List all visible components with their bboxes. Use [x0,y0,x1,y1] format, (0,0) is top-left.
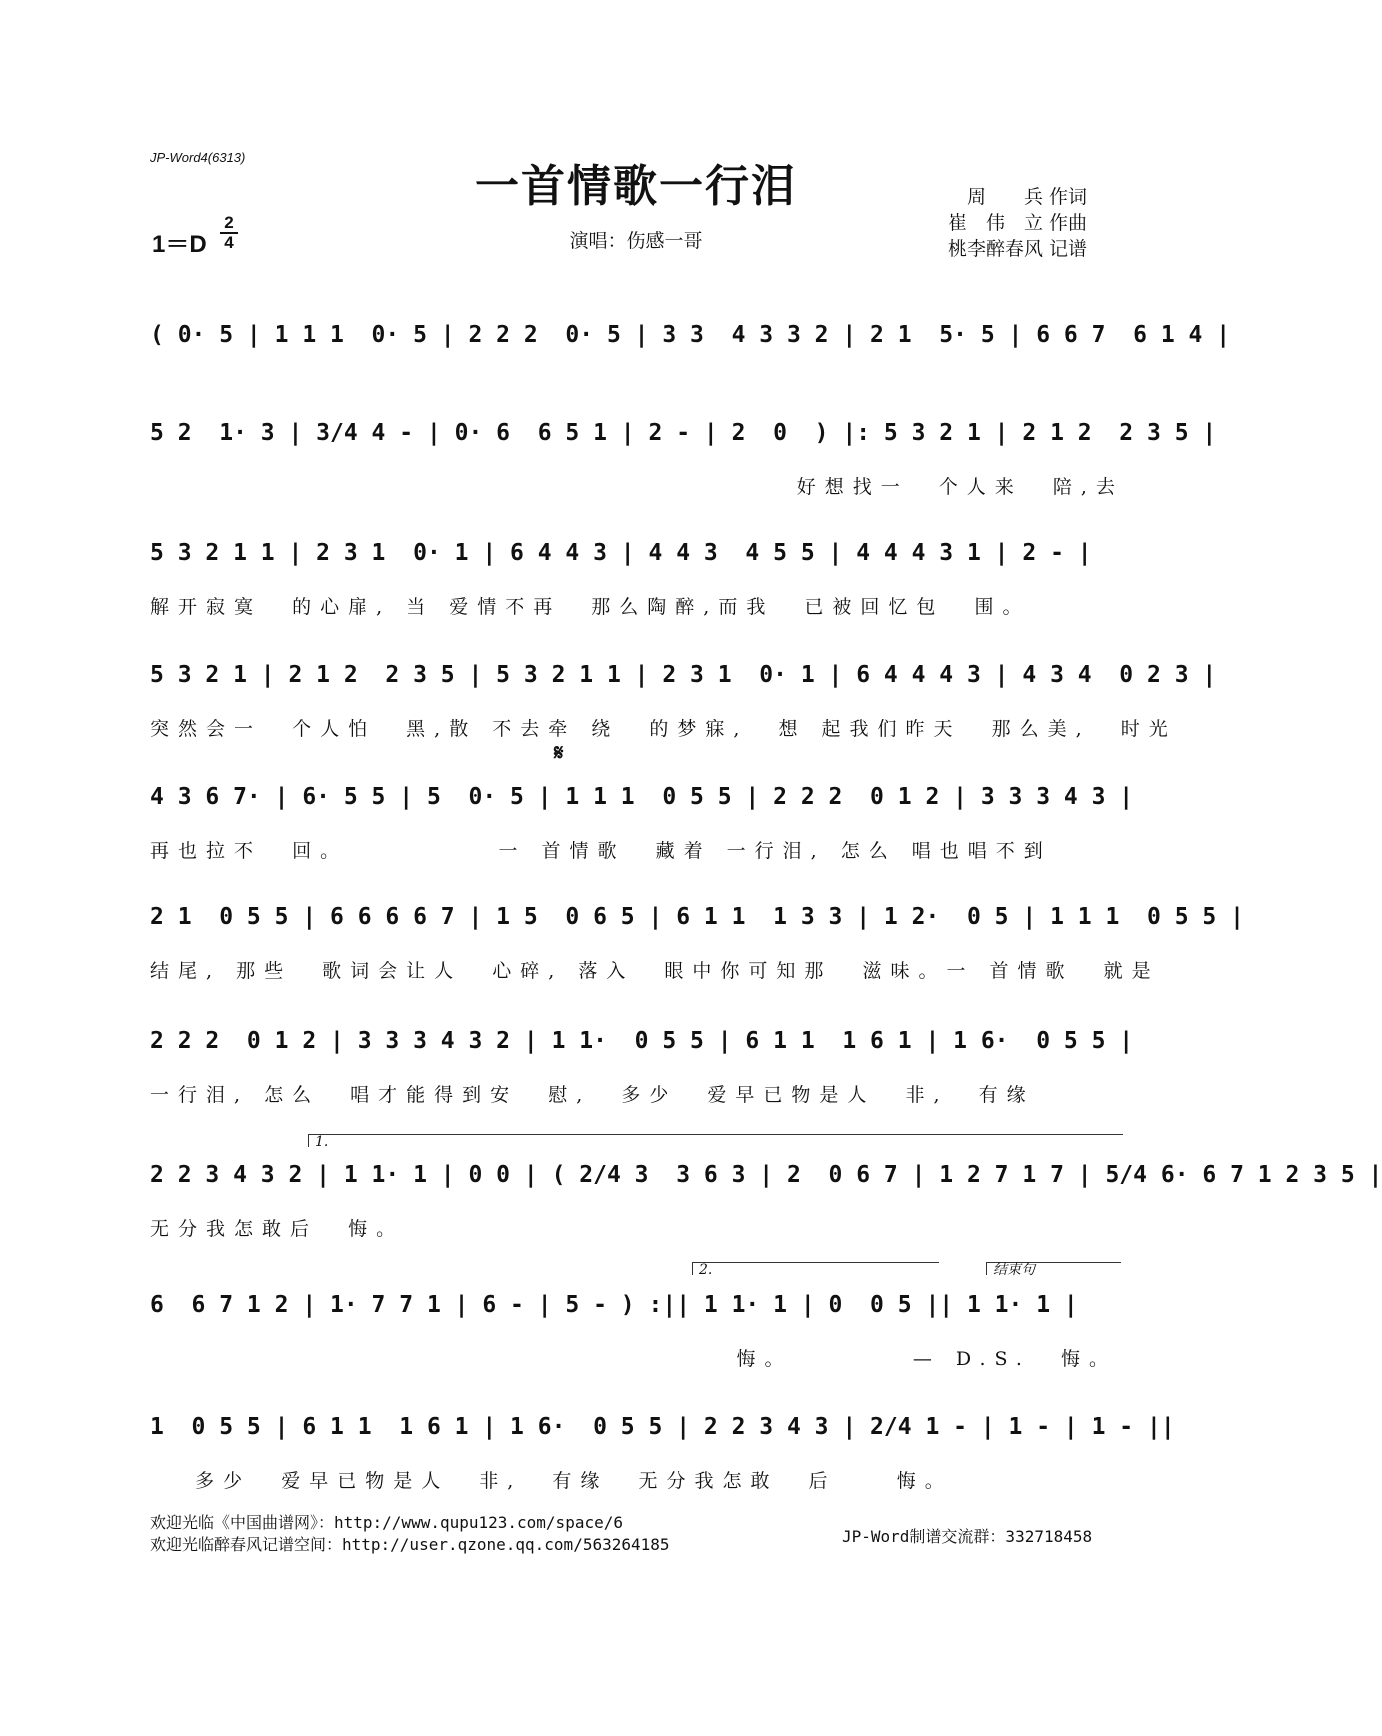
song-title: 一首情歌一行泪 [475,161,797,212]
notation-line: 1 0 5 5 | 6 1 1 1 6 1 | 1 6· 0 5 5 | 2 2 3 4 3 | 2/4 1 - | 1 - | 1 - || [150,1414,1175,1440]
lyrics-line: 悔。 — D.S. 悔。 [150,1348,1117,1370]
second-ending-bracket: 2. [692,1262,939,1275]
lyrics-line: 一行泪, 怎么 唱才能得到安 慰, 多少 爱早已物是人 非, 有缘 [150,1084,1035,1106]
notation-line: 6 6 7 1 2 | 1· 7 7 1 | 6 - | 5 - ) :|| 1 1· 1 | 0 0 5 || 1 1· 1 | [150,1292,1078,1318]
lyrics-line: 好想找一 个人来 陪,去 [150,476,1124,498]
notation-line: 2 1 0 5 5 | 6 6 6 6 7 | 1 5 0 6 5 | 6 1 1 1 3 3 | 1 2· 0 5 | 1 1 1 0 5 5 | [150,904,1244,930]
first-ending-bracket: 1. [308,1134,1123,1147]
key-signature: 1＝D [152,231,207,258]
lyricist-credit: 周 兵 作词 [967,186,1088,208]
transcriber-credit: 桃李醉春风 记谱 [948,238,1088,260]
qq-group-label: JP-Word制谱交流群：332718458 [842,1527,1093,1546]
lyrics-line: 解开寂寞 的心扉, 当 爱情不再 那么陶醉,而我 已被回忆包 围。 [150,596,1031,618]
notation-line: 5 3 2 1 | 2 1 2 2 3 5 | 5 3 2 1 1 | 2 3 1 0· 1 | 6 4 4 4 3 | 4 3 4 0 2 3 | [150,662,1217,688]
footer-link-qzone[interactable]: 欢迎光临醉春风记谱空间：http://user.qzone.qq.com/563264185 [150,1535,670,1554]
credits-block [948,184,1087,262]
lyrics-line: 无分我怎敢后 悔。 [150,1218,405,1240]
time-signature-top: 2 [224,213,234,232]
notation-line: ( 0· 5 | 1 1 1 0· 5 | 2 2 2 0· 5 | 3 3 4 3 3 2 | 2 1 5· 5 | 6 6 7 6 1 4 | [150,322,1231,348]
segno-sign: 𝄋 [554,740,564,766]
time-signature-bottom: 4 [224,233,234,252]
notation-line: 5 2 1· 3 | 3/4 4 - | 0· 6 6 5 1 | 2 - | 2 0 ) |: 5 3 2 1 | 2 1 2 2 3 5 | [150,420,1217,446]
footer-link-qupu[interactable]: 欢迎光临《中国曲谱网》：http://www.qupu123.com/space/6 [150,1513,623,1532]
ending-phrase-bracket: 结束句 [986,1262,1121,1275]
notation-line: 4 3 6 7· | 6· 5 5 | 5 0· 5 | 1 1 1 0 5 5 | 2 2 2 0 1 2 | 3 3 3 4 3 | [150,784,1134,810]
lyrics-line: 再也拉不 回。 一 首情歌 藏着 一行泪, 怎么 唱也唱不到 [150,840,1052,862]
lyrics-line: 多少 爱早已物是人 非, 有缘 无分我怎敢 后 悔。 [150,1470,953,1492]
composer-credit: 崔 伟 立 作曲 [948,212,1088,234]
lyrics-line: 突然会一 个人怕 黑,散 不去牵 绕 的梦寐, 想 起我们昨天 那么美, 时光 [150,718,1177,740]
notation-line: 2 2 3 4 3 2 | 1 1· 1 | 0 0 | ( 2/4 3 3 6 3 | 2 0 6 7 | 1 2 7 1 7 | 5/4 6· 6 7 1 2 3 5 | [150,1162,1382,1188]
footer-links [150,1512,670,1556]
notation-line: 5 3 2 1 1 | 2 3 1 0· 1 | 6 4 4 3 | 4 4 3 4 5 5 | 4 4 4 3 1 | 2 - | [150,540,1092,566]
lyrics-line: 结尾, 那些 歌词会让人 心碎, 落入 眼中你可知那 滋味。一 首情歌 就是 [150,960,1160,982]
singer-credit: 演唱：伤感一哥 [569,230,703,252]
software-label: JP-Word4(6313) [150,150,246,165]
notation-line: 2 2 2 0 1 2 | 3 3 3 4 3 2 | 1 1· 0 5 5 | 6 1 1 1 6 1 | 1 6· 0 5 5 | [150,1028,1134,1054]
